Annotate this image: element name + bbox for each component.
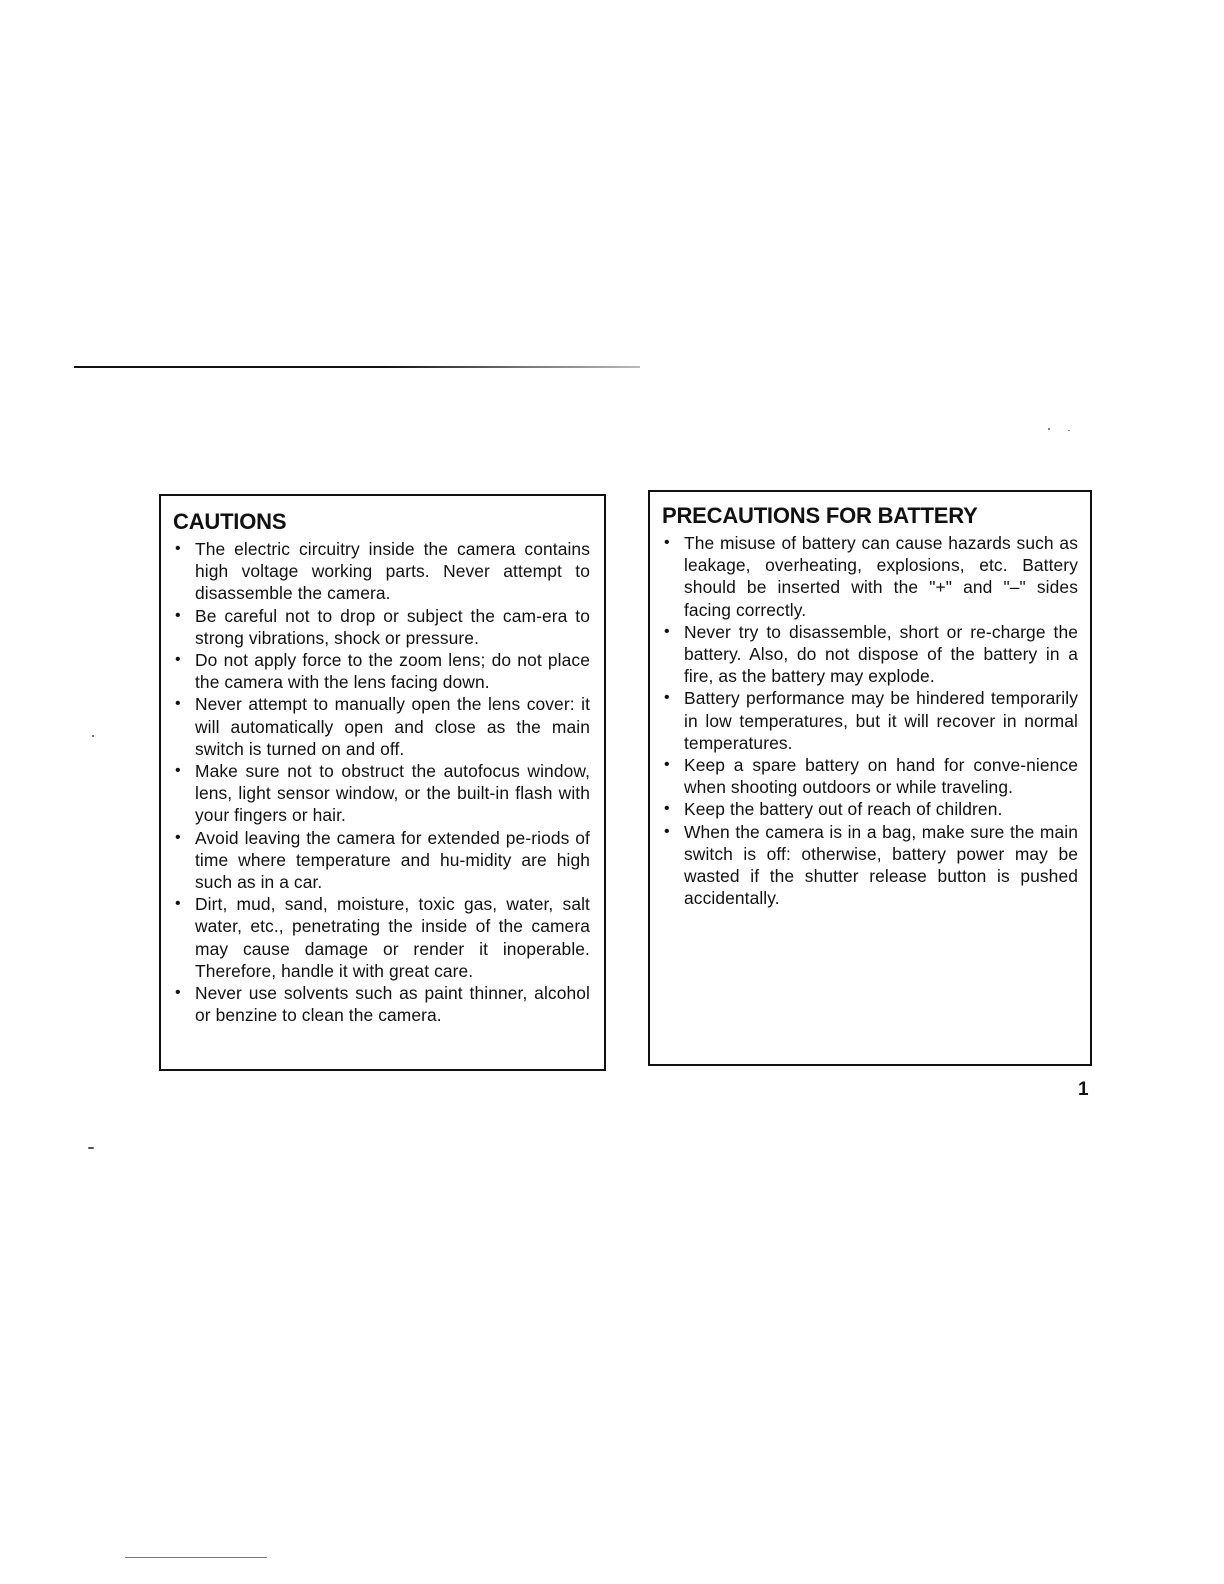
cautions-box: [159, 494, 606, 1071]
cautions-list: [173, 538, 590, 1026]
scan-speck: [1068, 430, 1070, 431]
scan-speck: [1048, 428, 1050, 430]
battery-precautions-box: [648, 490, 1092, 1066]
list-item: • Do not apply force to the zoom lens; do not place the camera with the lens facing down.: [173, 649, 590, 693]
list-item: • The electric circuitry inside the camera contains high voltage working parts. Never attempt to disassemble the camera.: [173, 538, 590, 605]
list-item: • The misuse of battery can cause hazards such as leakage, overheating, explosions, etc. Battery should be inserted with the "+" and "–" sides facing correctly.: [662, 532, 1078, 621]
list-item: • Dirt, mud, sand, moisture, toxic gas, water, salt water, etc., penetrating the inside of the camera may cause damage or render it inoperable. Therefore, handle it with great care.: [173, 893, 590, 982]
list-item: • Make sure not to obstruct the autofocus window, lens, light sensor window, or the built-in flash with your fingers or hair.: [173, 760, 590, 827]
scan-speck: [88, 1147, 94, 1149]
horizontal-rule: [74, 366, 640, 368]
battery-precautions-title: PRECAUTIONS FOR BATTERY: [662, 503, 978, 528]
list-item: • Never try to disassemble, short or re-charge the battery. Also, do not dispose of the battery in a fire, as the battery may explode.: [662, 621, 1078, 688]
page-number: 1: [1078, 1079, 1089, 1100]
list-item: • Be careful not to drop or subject the cam-era to strong vibrations, shock or pressure.: [173, 605, 590, 649]
list-item: • Keep a spare battery on hand for conve-nience when shooting outdoors or while traveling.: [662, 754, 1078, 798]
cautions-title: CAUTIONS: [173, 509, 287, 534]
battery-precautions-list: [662, 532, 1078, 909]
list-item: • Keep the battery out of reach of children.: [662, 798, 1078, 820]
list-item: • Never use solvents such as paint thinner, alcohol or benzine to clean the camera.: [173, 982, 590, 1026]
scan-speck: [92, 735, 94, 737]
bottom-rule: [125, 1557, 267, 1558]
list-item: • Never attempt to manually open the lens cover: it will automatically open and close as the main switch is turned on and off.: [173, 693, 590, 760]
list-item: • Battery performance may be hindered temporarily in low temperatures, but it will recover in normal temperatures.: [662, 687, 1078, 754]
list-item: • When the camera is in a bag, make sure the main switch is off: otherwise, battery power may be wasted if the shutter release button is pushed accidentally.: [662, 821, 1078, 910]
list-item: • Avoid leaving the camera for extended pe-riods of time where temperature and hu-midity are high such as in a car.: [173, 827, 590, 894]
